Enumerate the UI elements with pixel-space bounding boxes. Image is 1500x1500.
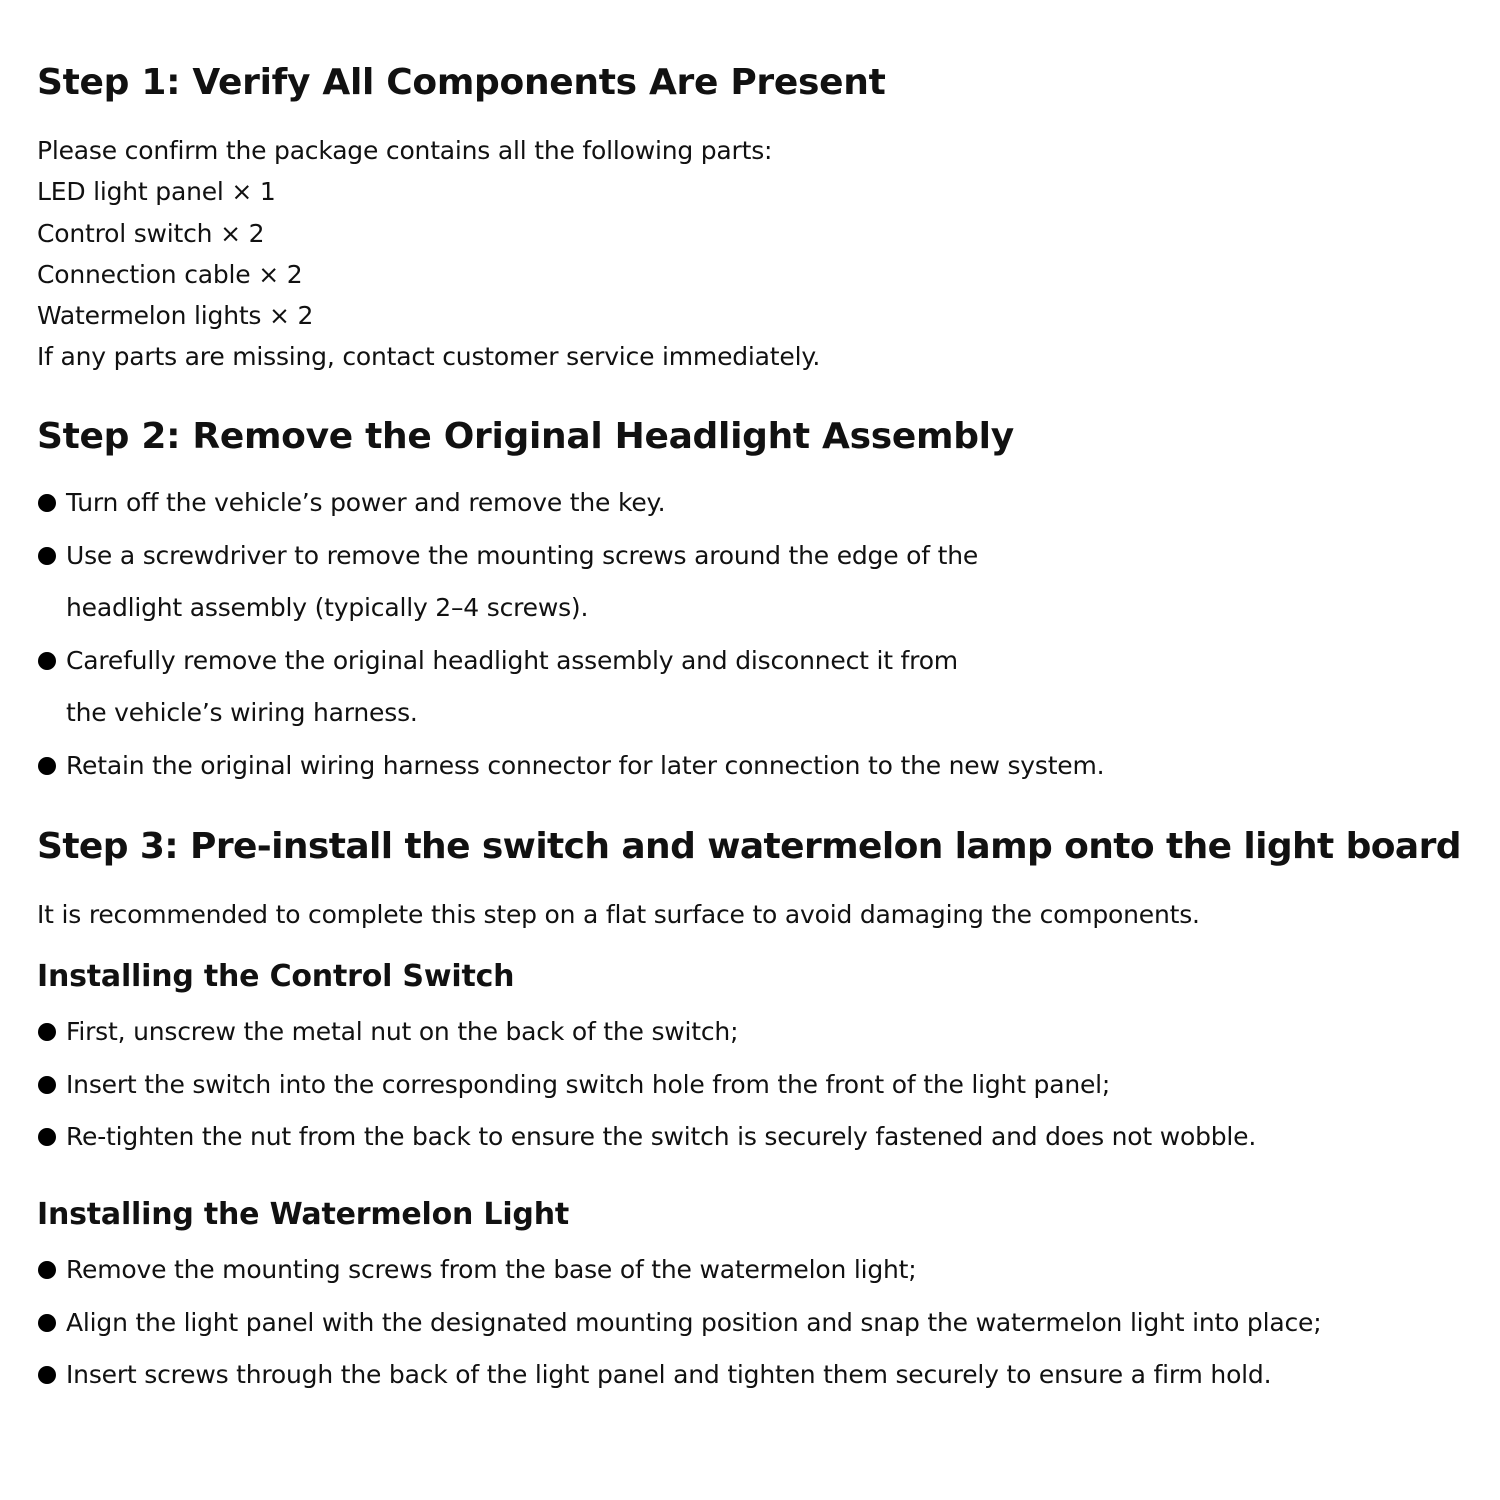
list-item: Insert screws through the back of the light panel and tighten them securely to ensure a firm hold. <box>37 1349 1321 1402</box>
watermelon-light-bullet-list <box>37 1244 1321 1402</box>
list-item: Insert the switch into the corresponding switch hole from the front of the light panel; <box>37 1059 1256 1112</box>
step3-heading: Step 3: Pre-install the switch and watermelon lamp onto the light board <box>37 826 1461 867</box>
bullet-icon <box>38 652 56 670</box>
step1-parts-list <box>37 130 820 378</box>
bullet-icon <box>38 1023 56 1041</box>
part-connection-cable: Connection cable × 2 <box>37 259 303 289</box>
bullet-icon <box>38 494 56 512</box>
step1-missing-note: If any parts are missing, contact customer service immediately. <box>37 342 821 372</box>
bullet-icon <box>38 547 56 565</box>
list-item: Re-tighten the nut from the back to ensure the switch is securely fastened and does not wobble. <box>37 1111 1256 1164</box>
list-item: Carefully remove the original headlight assembly and disconnect it from the vehicle’s wiring harness. <box>37 635 1104 740</box>
switch-bullet-list <box>37 1006 1256 1164</box>
step3-intro: It is recommended to complete this step on a flat surface to avoid damaging the components. <box>37 900 1200 929</box>
bullet-icon <box>38 1076 56 1094</box>
step2-heading: Step 2: Remove the Original Headlight Assembly <box>37 416 1014 457</box>
list-item: Turn off the vehicle’s power and remove the key. <box>37 477 1104 530</box>
part-led-panel: LED light panel × 1 <box>37 177 276 207</box>
watermelon-light-subheading: Installing the Watermelon Light <box>37 1197 569 1232</box>
step2-bullet-list <box>37 477 1104 793</box>
list-item: Align the light panel with the designated mounting position and snap the watermelon light into place; <box>37 1297 1321 1350</box>
step1-heading: Step 1: Verify All Components Are Present <box>37 62 886 103</box>
part-control-switch: Control switch × 2 <box>37 218 265 248</box>
part-watermelon-lights: Watermelon lights × 2 <box>37 301 314 331</box>
bullet-icon <box>38 1314 56 1332</box>
step1-intro-line: Please confirm the package contains all the following parts: <box>37 136 773 165</box>
switch-subheading: Installing the Control Switch <box>37 959 515 994</box>
bullet-icon <box>38 757 56 775</box>
list-item: Use a screwdriver to remove the mounting screws around the edge of the headlight assembly (typically 2–4 screws). <box>37 530 1104 635</box>
bullet-icon <box>38 1261 56 1279</box>
bullet-icon <box>38 1128 56 1146</box>
list-item: Retain the original wiring harness connector for later connection to the new system. <box>37 740 1104 793</box>
list-item: First, unscrew the metal nut on the back of the switch; <box>37 1006 1256 1059</box>
list-item: Remove the mounting screws from the base of the watermelon light; <box>37 1244 1321 1297</box>
bullet-icon <box>38 1366 56 1384</box>
